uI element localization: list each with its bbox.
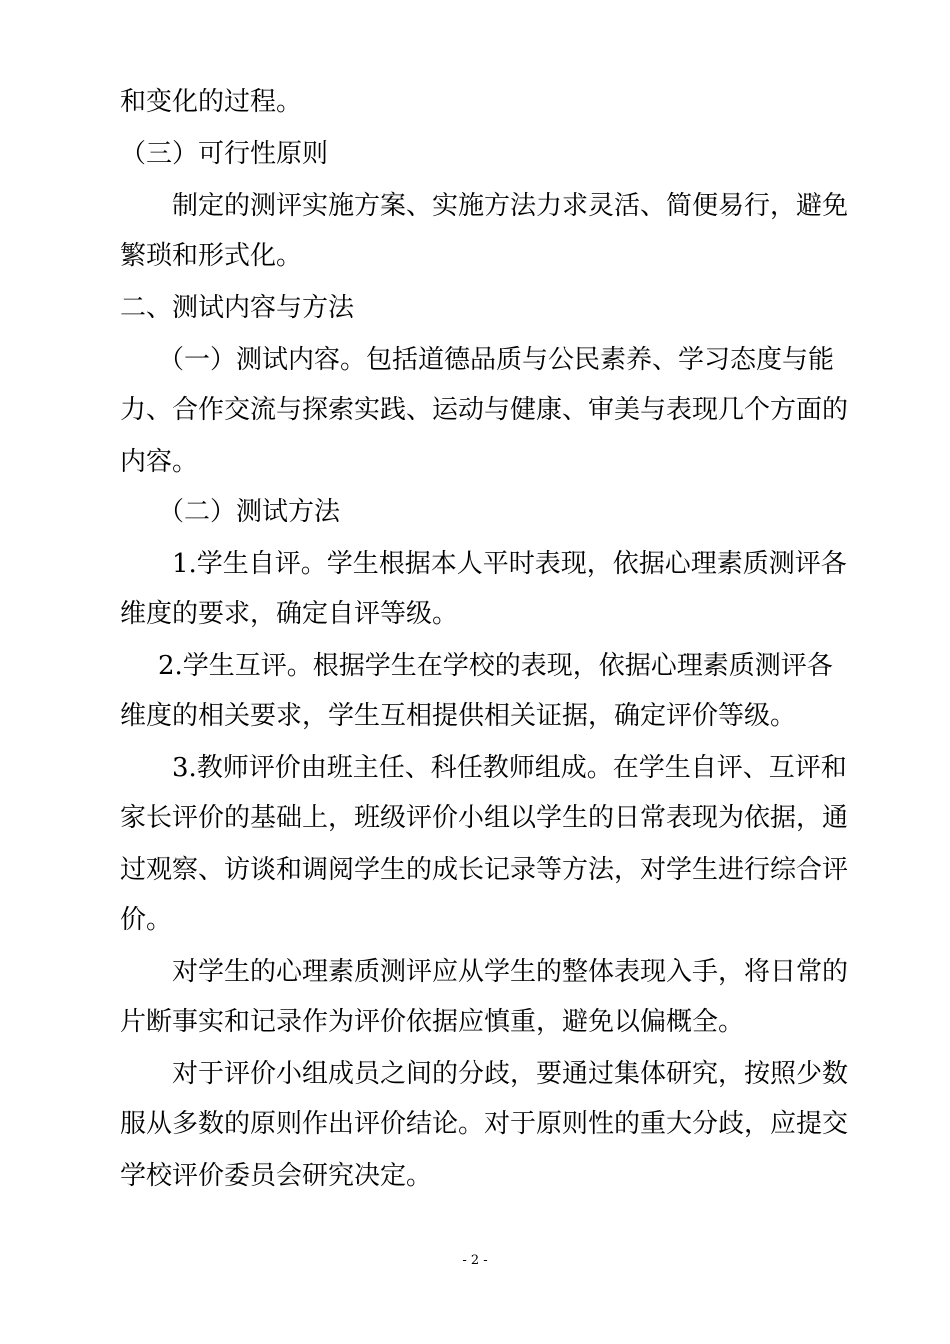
paragraph-line: 价。 <box>120 905 173 935</box>
paragraph-line: 家长评价的基础上，班级评价小组以学生的日常表现为依据，通 <box>120 803 849 833</box>
paragraph-line: 制定的测评实施方案、实施方法力求灵活、简便易行，避免 <box>172 191 849 221</box>
paragraph-line: 学校评价委员会研究决定。 <box>120 1161 433 1191</box>
paragraph-line: 1.学生自评。学生根据本人平时表现，依据心理素质测评各 <box>172 549 847 579</box>
section-heading: 二、测试内容与方法 <box>120 293 355 323</box>
paragraph-line: 2.学生互评。根据学生在学校的表现，依据心理素质测评各 <box>158 651 833 681</box>
paragraph-line: 维度的要求，确定自评等级。 <box>120 599 459 629</box>
paragraph-line: 3.教师评价由班主任、科任教师组成。在学生自评、互评和 <box>172 753 847 783</box>
paragraph-line: 繁琐和形式化。 <box>120 241 303 271</box>
section-heading: （二）测试方法 <box>158 497 341 527</box>
paragraph-line: 内容。 <box>120 447 199 477</box>
paragraph-line: 服从多数的原则作出评价结论。对于原则性的重大分歧，应提交 <box>120 1109 849 1139</box>
paragraph-line: 对于评价小组成员之间的分歧，要通过集体研究，按照少数 <box>172 1059 849 1089</box>
paragraph-line: 维度的相关要求，学生互相提供相关证据，确定评价等级。 <box>120 701 797 731</box>
section-heading: （三）可行性原则 <box>120 139 329 169</box>
paragraph-line: 和变化的过程。 <box>120 87 303 117</box>
paragraph-line: 对学生的心理素质测评应从学生的整体表现入手，将日常的 <box>172 957 849 987</box>
paragraph-line: 过观察、访谈和调阅学生的成长记录等方法，对学生进行综合评 <box>120 855 849 885</box>
page-number: - 2 - <box>462 1253 488 1268</box>
paragraph-line: （一）测试内容。包括道德品质与公民素养、学习态度与能 <box>158 345 835 375</box>
paragraph-line: 力、合作交流与探索实践、运动与健康、审美与表现几个方面的 <box>120 395 849 425</box>
paragraph-line: 片断事实和记录作为评价依据应慎重，避免以偏概全。 <box>120 1007 745 1037</box>
